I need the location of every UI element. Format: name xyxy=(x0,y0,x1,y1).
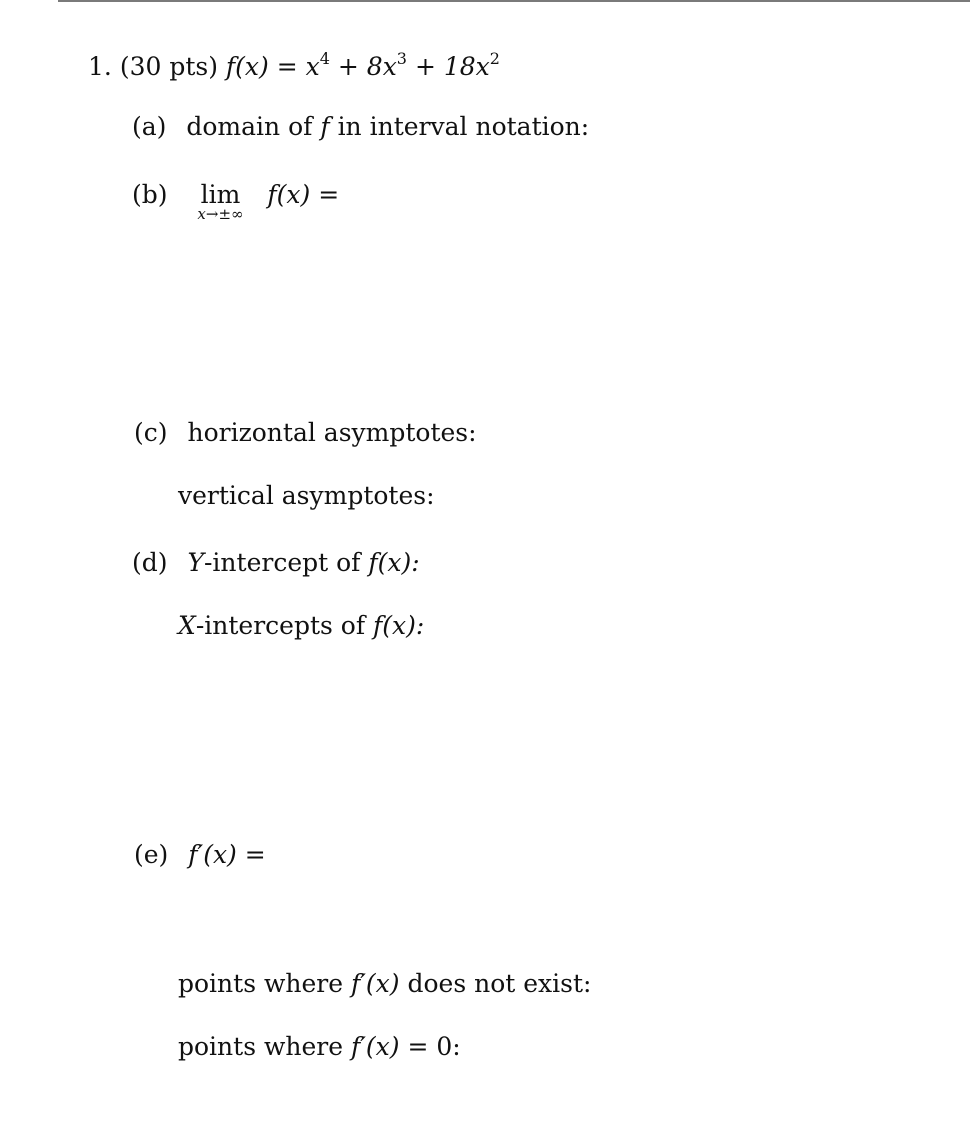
problem-number: 1. xyxy=(88,52,112,81)
part-e-p2-text: points where xyxy=(178,1032,344,1061)
part-b-label: (b) xyxy=(132,180,168,209)
part-a-text: domain of xyxy=(186,112,313,141)
part-e xyxy=(134,840,266,870)
part-d-y-var: Y xyxy=(187,548,204,577)
term-2-exp: 3 xyxy=(396,49,407,68)
part-e-label: (e) xyxy=(134,840,169,869)
part-e-p2-tail: = 0: xyxy=(407,1032,461,1061)
lim-word: lim xyxy=(200,180,241,209)
part-e-zero xyxy=(178,1032,461,1062)
part-d-x-text: -intercepts of xyxy=(195,611,366,640)
term-1-exp: 4 xyxy=(319,49,330,68)
term-1-base: x xyxy=(305,52,320,81)
part-e-p1-text: points where xyxy=(178,969,344,998)
part-d-y-text: -intercept of xyxy=(203,548,361,577)
function-lhs: f(x) = xyxy=(225,52,298,81)
part-c xyxy=(134,418,477,448)
part-c-label: (c) xyxy=(134,418,168,447)
part-b-expr: f(x) = xyxy=(267,180,340,209)
part-a-text2: in interval notation: xyxy=(337,112,590,141)
problem-header xyxy=(88,49,500,82)
top-rule xyxy=(58,0,970,2)
lim-subscript: x→±∞ xyxy=(197,205,244,223)
part-c-vertical xyxy=(178,481,435,511)
part-e-p2-expr: f′(x) xyxy=(350,1032,400,1061)
part-d-x-var: X xyxy=(178,611,196,640)
part-d-y-expr: f(x): xyxy=(368,548,420,577)
part-a xyxy=(132,112,589,142)
part-a-label: (a) xyxy=(132,112,167,141)
part-d xyxy=(132,548,420,578)
term-2: + 8x xyxy=(337,52,397,81)
part-d-x-intercepts xyxy=(178,611,424,641)
part-e-expr: f′(x) = xyxy=(188,840,266,869)
part-d-x-expr: f(x): xyxy=(373,611,425,640)
limit-operator xyxy=(187,180,253,223)
part-e-p1-tail: does not exist: xyxy=(407,969,592,998)
term-3-exp: 2 xyxy=(489,49,500,68)
part-a-var: f xyxy=(320,112,330,141)
term-3: + 18x xyxy=(414,52,490,81)
part-c-text2: vertical asymptotes: xyxy=(178,481,435,510)
part-e-not-exist xyxy=(178,969,591,999)
part-b xyxy=(132,180,340,223)
part-d-label: (d) xyxy=(132,548,168,577)
part-e-p1-expr: f′(x) xyxy=(350,969,400,998)
problem-points: (30 pts) xyxy=(119,52,218,81)
part-c-text: horizontal asymptotes: xyxy=(187,418,477,447)
